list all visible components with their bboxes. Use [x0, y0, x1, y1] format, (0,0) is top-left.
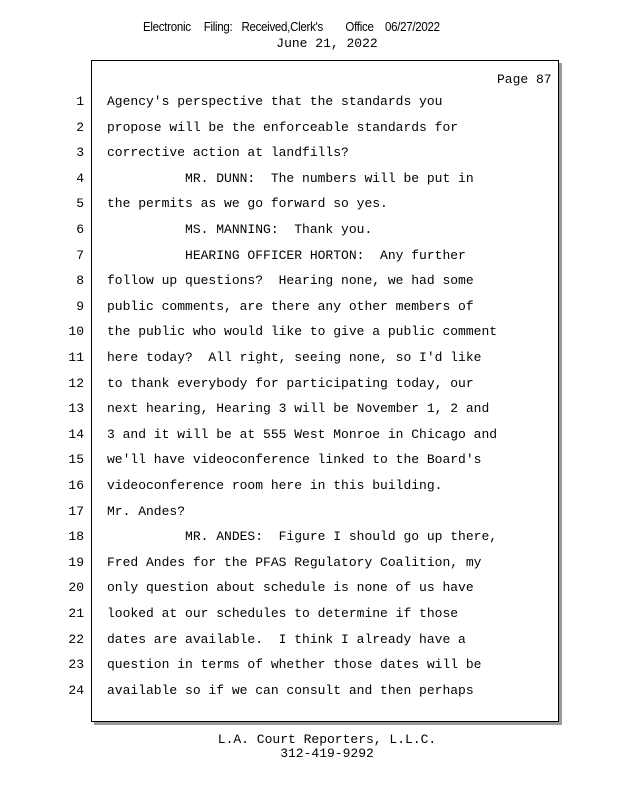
line-text: MR. ANDES: Figure I should go up there,	[107, 529, 498, 545]
footer-company: L.A. Court Reporters, L.L.C.	[217, 732, 437, 747]
line-text: we'll have videoconference linked to the Board's	[107, 452, 482, 468]
line-number: 4	[76, 170, 84, 186]
line-text: Fred Andes for the PFAS Regulatory Coalition, my	[107, 554, 482, 570]
stamp-electronic: Electronic	[143, 20, 191, 34]
line-number: 1	[76, 94, 84, 109]
line-number: 18	[68, 529, 84, 545]
line-text: the permits as we go forward so yes.	[107, 196, 388, 212]
line-number: 10	[68, 324, 84, 340]
line-text: only question about schedule is none of us have	[107, 580, 474, 596]
line-text: MS. MANNING: Thank you.	[107, 222, 373, 237]
line-text: propose will be the enforceable standards for	[107, 119, 459, 135]
line-number: 9	[76, 298, 84, 314]
line-text: looked at our schedules to determine if those	[107, 606, 459, 621]
line-number: 7	[76, 247, 84, 263]
line-number: 6	[76, 222, 84, 237]
hearing-date: June 21, 2022	[276, 36, 378, 51]
line-number: 19	[68, 554, 84, 570]
line-text: next hearing, Hearing 3 will be November 1, 2 and	[107, 401, 490, 417]
line-text: Mr. Andes?	[107, 503, 186, 519]
stamp-office: Office	[345, 20, 374, 34]
line-number: 16	[68, 478, 84, 493]
line-text: question in terms of whether those dates will be	[107, 657, 482, 673]
line-number: 24	[68, 682, 84, 698]
line-text: 3 and it will be at 555 West Monroe in Chicago and	[107, 426, 498, 442]
line-number: 13	[68, 401, 84, 417]
stamp-date: 06/27/2022	[384, 20, 440, 34]
line-text: dates are available. I think I already have a	[107, 631, 466, 647]
line-text: to thank everybody for participating today, our	[107, 375, 474, 391]
line-number: 20	[68, 580, 84, 596]
line-number: 21	[68, 606, 84, 621]
line-number: 22	[68, 631, 84, 647]
line-text: public comments, are there any other members of	[107, 298, 474, 314]
line-number: 5	[76, 196, 84, 212]
line-number: 15	[68, 452, 84, 468]
line-text: here today? All right, seeing none, so I'd like	[107, 350, 482, 365]
stamp-filing: Filing:	[203, 20, 233, 34]
footer-phone: 312-419-9292	[280, 746, 374, 761]
line-number: 8	[76, 273, 84, 289]
line-number: 2	[76, 119, 84, 135]
line-text: the public who would like to give a public comment	[107, 324, 498, 340]
line-text: follow up questions? Hearing none, we had some	[107, 273, 474, 289]
line-number: 11	[68, 350, 84, 365]
line-number: 23	[68, 657, 84, 673]
line-text: videoconference room here in this building.	[107, 478, 443, 493]
stamp-received-clerks: Received,Clerk's	[241, 20, 323, 34]
line-number: 17	[68, 503, 84, 519]
line-text: MR. DUNN: The numbers will be put in	[107, 170, 474, 186]
line-text: HEARING OFFICER HORTON: Any further	[107, 247, 466, 263]
line-number: 14	[68, 426, 84, 442]
line-text: Agency's perspective that the standards you	[107, 94, 443, 109]
line-number: 12	[68, 375, 84, 391]
filing-stamp	[143, 20, 440, 34]
line-number: 3	[76, 145, 84, 161]
page-number: Page 87	[497, 72, 552, 87]
line-text: corrective action at landfills?	[107, 145, 349, 161]
line-text: available so if we can consult and then perhaps	[107, 682, 474, 698]
